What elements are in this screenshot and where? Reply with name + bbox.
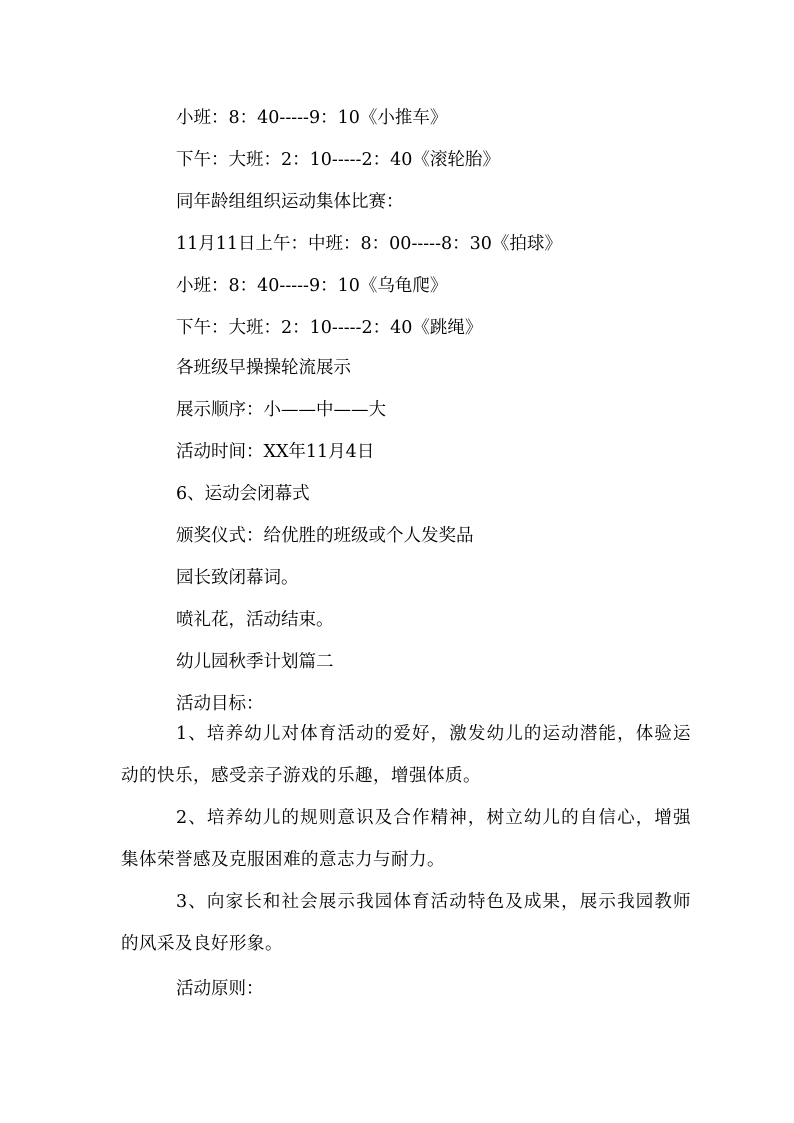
fireworks-line: 喷礼花，活动结束。: [176, 610, 334, 630]
section-line-morning-exercise: 各班级早操操轮流展示: [176, 358, 351, 378]
award-ceremony-line: 颁奖仪式：给优胜的班级或个人发奖品: [176, 526, 474, 546]
section-heading-principles: 活动原则：: [176, 979, 264, 999]
section-title-plan-two: 幼儿园秋季计划篇二: [176, 652, 334, 672]
closing-speech-line: 园长致闭幕词。: [176, 568, 299, 588]
goal-paragraph-1: 1、培养幼儿对体育活动的爱好，激发幼儿的运动潜能，体验运动的快乐，感受亲子游戏的乐趣，增强体质。: [121, 724, 691, 786]
section-heading-goals: 活动目标：: [176, 694, 264, 714]
section-line-age-group-contest: 同年龄组组织运动集体比赛：: [176, 192, 404, 212]
goal-paragraph-3: 3、向家长和社会展示我园体育活动特色及成果，展示我园教师的风采及良好形象。: [121, 892, 691, 954]
schedule-line-afternoon-tire: 下午：大班：2：10-----2：40《滚轮胎》: [176, 150, 500, 170]
activity-time-line: 活动时间：XX年11月4日: [176, 442, 375, 462]
schedule-line-small-class-cart: 小班：8：40-----9：10《小推车》: [176, 108, 448, 128]
schedule-line-nov11-ball: 11月11日上午：中班：8：00-----8：30《拍球》: [176, 234, 562, 254]
schedule-line-afternoon-rope: 下午：大班：2：10-----2：40《跳绳》: [176, 318, 483, 338]
display-order-line: 展示顺序：小——中——大: [176, 400, 386, 420]
schedule-line-small-class-turtle: 小班：8：40-----9：10《乌龟爬》: [176, 276, 448, 296]
section-heading-closing-ceremony: 6、运动会闭幕式: [176, 484, 310, 504]
goal-paragraph-2: 2、培养幼儿的规则意识及合作精神，树立幼儿的自信心，增强集体荣誉感及克服困难的意志力与耐力。: [121, 808, 691, 870]
